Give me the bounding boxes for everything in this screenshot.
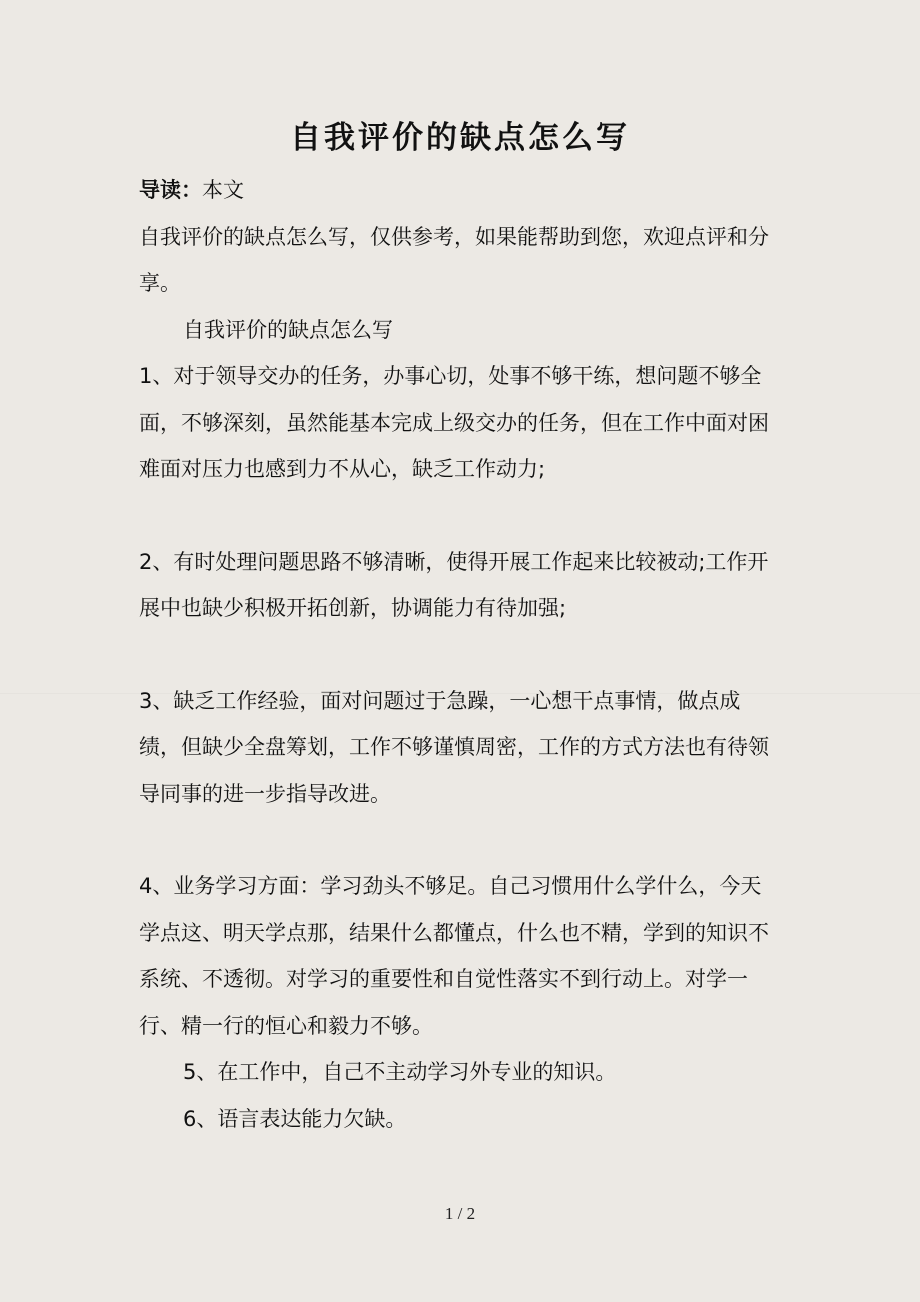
list-item: 4、业务学习方面：学习劲头不够足。自己习惯用什么学什么，今天学点这、明天学点那，结果什么都懂点，什么也不精，学到的知识不系统、不透彻。对学习的重要性和自觉性落实不到行动上。对学一行、精一行的恒心和毅力不够。	[139, 874, 769, 1038]
document-body	[139, 167, 782, 1142]
subtitle: 自我评价的缺点怎么写	[183, 317, 393, 342]
list-item: 1、对于领导交办的任务，办事心切，处事不够干练，想问题不够全面，不够深刻，虽然能基本完成上级交办的任务，但在工作中面对困难面对压力也感到力不从心，缺乏工作动力;	[139, 364, 769, 481]
page-number: 1 / 2	[444, 1204, 476, 1223]
list-item: 3、缺乏工作经验，面对问题过于急躁，一心想干点事情，做点成绩，但缺少全盘筹划，工作不够谨慎周密，工作的方式方法也有待领导同事的进一步指导改进。	[139, 688, 769, 806]
intro-paragraph: 自我评价的缺点怎么写，仅供参考，如果能帮助到您，欢迎点评和分享。	[139, 224, 769, 295]
page-title: 自我评价的缺点怎么写	[290, 120, 630, 156]
lead-text: 本文	[202, 178, 244, 202]
paragraph-gap	[139, 632, 782, 678]
lead-paragraph	[139, 167, 782, 214]
paragraph-gap	[139, 493, 782, 539]
paragraph-gap	[139, 817, 782, 863]
list-item: 2、有时处理问题思路不够清晰，使得开展工作起来比较被动;工作开展中也缺少积极开拓创新，协调能力有待加强;	[139, 549, 769, 620]
list-item: 6、语言表达能力欠缺。	[183, 1106, 407, 1131]
lead-label: 导读：	[139, 178, 202, 202]
list-item: 5、在工作中，自己不主动学习外专业的知识。	[183, 1060, 617, 1084]
